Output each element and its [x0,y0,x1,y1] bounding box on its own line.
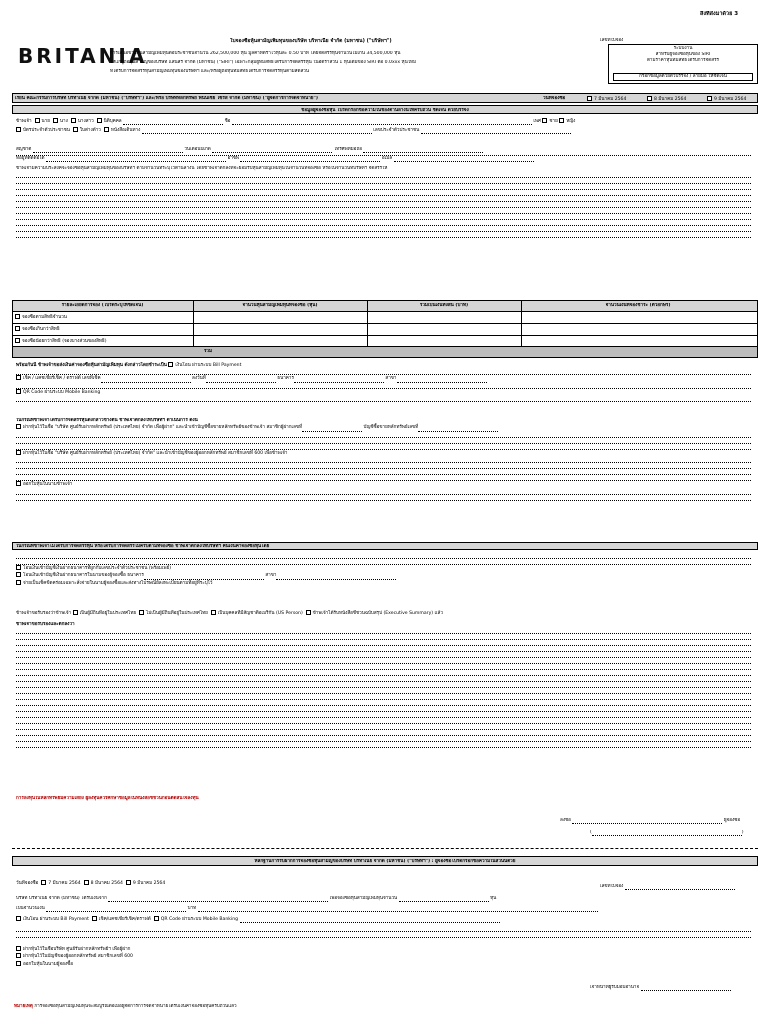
date-option-1[interactable] [587,96,626,103]
section-applicant-bar [12,105,758,114]
tax-status-resident: เป็นผู้มีถิ่นที่อยู่ในประเทศไทย [79,611,137,616]
share-row-label: จองซื้อเกินกว่าสิทธิ [22,327,60,332]
checkbox-icon[interactable] [16,953,21,958]
mobile-label: โทรศัพท์มือถือ [333,147,362,152]
delivery-title: ในกรณีที่ข้าพเจ้าได้รับการจัดสรรหุ้นดังกล่าวข้างต้น ข้าพเจ้าตกลงให้บริษัทฯ ดำเนินการ ดังนี้ [16,418,198,423]
id-type-passport: หนังสือเดินทาง [110,128,141,133]
terms-line [16,232,751,238]
britania-logo: BRITANIA [18,44,148,68]
receipt-shares-label: เพื่อจองซื้อหุ้นสามัญเพิ่มทุนจำนวน [329,896,398,901]
share-delivery-section [16,418,756,538]
checkbox-icon [587,96,592,101]
share-row-excess[interactable] [15,326,60,333]
delivery-option-broker: ฝากหุ้นไว้ในชื่อ "บริษัท ศูนย์รับฝากหลักทรัพย์ (ประเทศไทย) จำกัด เพื่อผู้ฝาก" และนำเข้าบัญชีซื้อขายหลักทรัพย์ของข้าพเจ้า [23,425,265,431]
refund-title: ในกรณีที่ข้าพเจ้าไม่ได้รับการจัดสรรหุ้น หรือได้รับการจัดสรรไม่ครบตามที่จองซื้อ ข้าพเจ้าตกลงให้บริษัทฯ คืนเงินค่าจองซื้อหุ้นโดย [16,544,270,549]
refund-section [16,553,756,607]
refund-cheque: จ่ายเป็นเช็คขีดคร่อมเฉพาะสั่งจ่ายในนามผู้จองซื้อและส่งทางไปรษณีย์ลงทะเบียนตามที่อยู่ที่ระบุไว้ [23,580,213,586]
name-label: ชื่อ [224,119,231,124]
branch-label: สาขา [385,376,397,382]
id-type-other-field[interactable] [142,128,372,134]
tax-status-nonresident: ไม่เป็นผู้มีถิ่นที่อยู่ในประเทศไทย [146,611,208,616]
checkbox-icon[interactable] [16,450,21,455]
payment-line [16,383,751,389]
address-label: ที่อยู่ที่ติดต่อได้ [16,156,45,161]
receipt-deliver-certificate: ออกใบหุ้นในนามผู้จองซื้อ [23,961,74,967]
office-use-line-3: ตามราคาหุ้นที่มีสิทธิได้รับการจัดสรร [646,58,720,63]
prefix-mr: นาย [41,119,50,124]
checkbox-icon[interactable] [84,880,89,885]
prefix-mrs: นาง [59,119,68,124]
checkbox-icon [15,314,20,319]
delivery-option-certificate: ออกใบหุ้นในนามข้าพเจ้า [23,482,73,488]
id-number-field[interactable] [421,128,571,134]
checkbox-icon[interactable] [542,118,547,123]
branch-field[interactable] [397,377,487,383]
checkbox-icon[interactable] [16,580,21,585]
receipt-amount-unit: บาท [187,906,197,911]
id-type-alien: ใบต่างด้าว [79,128,101,133]
share-row-partial[interactable] [15,338,107,345]
tax-status-row [16,610,756,617]
share-table-col-1: รายละเอียดการจอง (โปรดระบุให้ชัดเจน) [61,303,144,308]
broker-no-field[interactable] [302,426,362,432]
refund-bank-transfer: โอนเงินเข้าบัญชีเงินฝากธนาคารในนามของผู้จองซื้อ [23,573,126,579]
addressee-text: เรียน คณะกรรมการบริษัท บริทาเนีย จำกัด (มหาชน) ("บริษัทฯ") และ/หรือ บริษัทหลักทรัพย์ ฟินันเซีย ไซรัส จำกัด (มหาชน) ("ผู้จัดการการจัดจำหน่าย") [15,96,318,101]
prefix-juristic: นิติบุคคล [103,119,122,124]
offer-line-2: ให้แก่ผู้ถือหุ้นสามัญของบริษัท แสนสิริ จำกัด (มหาชน) ("SIRI") เฉพาะกลุ่มผู้ที่มีสิทธิได้รับการจัดสรรหุ้น ในอัตราส่วน 1 หุ้นเดิมของ SIRI ต่อ 0.0xxx หุ้นใหม่ [110,60,417,65]
delivery-option-issuer: ฝากหุ้นไว้ในชื่อ "บริษัท ศูนย์รับฝากหลักทรัพย์ (ประเทศไทย) จำกัด" และนำเข้าบัญชีของผู้ออกหลักทรัพย์ สมาชิกเลขที่ 600 เพื่อข้าพเจ้า [23,450,288,456]
prefix-other-field[interactable] [123,119,223,125]
checkbox-icon[interactable] [41,880,46,885]
signer-role: ผู้จองซื้อ [723,818,741,823]
delivery-line [16,495,751,501]
offer-line-3: ที่ได้รับการจัดสรรหุ้นสามัญเพิ่มทุนของบริษัทฯ และ/หรือผู้ถือหุ้นที่มีสิทธิได้รับการจัดสรรหุ้นตามสัดส่วน [110,69,309,74]
footer-note-label: หมายเหตุ [14,1004,33,1009]
applicant-terms-paragraph [16,166,756,254]
signer-name-field[interactable] [592,830,742,836]
applicant-tax-row [16,137,756,145]
share-total-label: รวม [203,349,213,354]
checkbox-icon[interactable] [559,118,564,123]
checkbox-icon[interactable] [126,880,131,885]
receipt-date-2: 8 มีนาคม 2564 [90,881,123,886]
form-title: ใบจองซื้อหุ้นสามัญเพิ่มทุนของบริษัท บริทาเนีย จำกัด (มหาชน) ("บริษัทฯ") [230,38,392,44]
addressee-bar [12,93,758,103]
refund-promptpay: โอนเงินเข้าบัญชีเงินฝากธนาคารที่ผูกกับเลขประจำตัวประชาชน (พร้อมเพย์) [23,566,172,571]
checkbox-icon[interactable] [16,481,21,486]
applicant-id-row [16,127,756,134]
prefix-label: ข้าพเจ้า [16,119,32,124]
receipt-officer-field[interactable] [641,985,731,991]
receipt-delivery-options [16,946,576,976]
occupation-field[interactable] [240,156,380,162]
broker-no-label: สมาชิกผู้ฝากเลขที่ [266,425,303,431]
receipt-date-1: 7 มีนาคม 2564 [48,881,81,886]
checkbox-icon [647,96,652,101]
receipt-pay-qr: QR Code ผ่านระบบ Mobile Banking [160,917,239,922]
receipt-payer-field[interactable] [108,896,328,902]
bank-label: ธนาคาร [277,376,294,382]
refund-bar [12,542,758,550]
receipt-pay-detail-field[interactable] [240,917,500,923]
section-applicant-title: ข้อมูลผู้จองซื้อหุ้น โปรดกรอกข้อความในช่องด้านล่างนี้ให้ครบถ้วน ชัดเจน ด้วยบรรจง [301,107,469,113]
receipt-date-3: 9 มีนาคม 2564 [132,881,166,886]
receipt-company-row [16,896,756,902]
executive-summary-check: ข้าพเจ้าได้รับหนังสือชี้ชวนฉบับสรุป (Executive Summary) แล้ว [312,611,443,616]
receipt-lines [16,926,756,942]
checkbox-icon[interactable] [16,375,21,380]
share-table-col-2: จำนวนหุ้นสามัญเพิ่มทุนที่จองซื้อ (หุ้น) [242,303,318,308]
receipt-amount-label: เป็นจำนวนเงิน [16,906,45,911]
tax-status-label: ข้าพเจ้าขอรับรองว่าข้าพเจ้า [16,611,72,616]
address-field[interactable] [46,156,226,162]
payment-section [16,362,756,412]
checkbox-icon[interactable] [16,961,21,966]
occupation-label: อาชีพ [227,156,239,161]
receipt-deliver-broker: ฝากหุ้นไว้ในชื่อบริษัท ศูนย์รับฝากหลักทรัพย์ฯ เพื่อผู้ฝาก [23,947,131,952]
email-field[interactable] [394,156,534,162]
receipt-shares-unit: หุ้น [490,896,497,901]
birth-date-field[interactable] [212,147,332,153]
receipt-dates-label: วันที่จองซื้อ [16,881,39,886]
checkbox-icon[interactable] [211,610,216,615]
subscription-date-label: วันที่จองซื้อ [543,96,566,101]
risk-warning: การลงทุนในหลักทรัพย์มีความเสี่ยง ผู้ลงทุนควรศึกษาข้อมูลในหนังสือชี้ชวนก่อนตัดสินใจลงทุน [16,796,199,801]
date-option-3[interactable] [707,96,746,103]
refund-bank-label: ธนาคาร [127,573,144,579]
receipt-deliver-issuer: ฝากหุ้นไว้ในบัญชีของผู้ออกหลักทรัพย์ สมาชิกเลขที่ 600 [23,954,133,960]
checkbox-icon [15,326,20,331]
mobile-field[interactable] [363,147,483,153]
payment-title: พร้อมกันนี้ ข้าพเจ้าขอส่งเงินค่าจองซื้อหุ้นสามัญเพิ่มทุน ดังกล่าวโดยชำระเป็น [16,363,167,368]
receipt-shares-field[interactable] [399,896,489,902]
declaration-line [16,742,751,748]
gender-male: ชาย [549,119,558,124]
cheque-number-label: เลขที่เช็ค [82,376,101,382]
signature-field[interactable] [572,818,722,824]
checkbox-icon[interactable] [16,565,21,570]
gender-label: เพศ [533,119,541,124]
checkbox-icon[interactable] [73,610,78,615]
checkbox-icon[interactable] [16,572,21,577]
cheque-number-field[interactable] [101,377,191,383]
refund-bank-field[interactable] [144,574,264,580]
form-number-label: เลขที่ใบจอง [600,38,624,43]
office-use-title: ระบบงาน [673,46,693,51]
checkbox-icon[interactable] [35,118,40,123]
checkbox-icon[interactable] [16,389,21,394]
payment-line [16,396,751,402]
checkbox-icon[interactable] [16,424,21,429]
receipt-form-number [600,884,735,890]
gender-female: หญิง [566,119,576,124]
payment-cheque: เช็ค / แคชเชียร์เช็ค / ดราฟต์ [23,376,81,382]
email-label: อีเมล [381,156,393,161]
checkbox-icon[interactable] [154,916,159,921]
payment-line [16,369,751,375]
nationality-field[interactable] [33,147,183,153]
bank-field[interactable] [294,377,384,383]
footer-note-text: การจองซื้อหุ้นสามัญเพิ่มทุนจะสมบูรณ์ต่อเมื่อผู้จัดการการจัดจำหน่ายได้รับเงินค่าจองซื้อหุ้นครบถ้วนแล้ว [34,1004,237,1009]
declaration-title: ข้าพเจ้าขอรับรองและตกลงว่า [16,622,75,627]
birth-date-label: วันเดือนปีเกิด [184,147,211,152]
share-row-label: จองซื้อน้อยกว่าสิทธิ (จองบางส่วนของสิทธิ) [22,339,107,344]
date-option-label: 9 มีนาคม 2564 [714,97,747,102]
cheque-date-label: ลงวันที่ [192,376,206,382]
checkbox-icon[interactable] [104,127,109,132]
receipt-amount-field[interactable] [46,906,186,912]
tax-status-us-person: เป็นบุคคลที่มีสัญชาติอเมริกัน (US Person) [217,611,303,616]
payment-qr: QR Code ผ่านระบบ Mobile Banking [23,389,101,395]
prefix-miss: นางสาว [77,119,94,124]
applicant-name-row [16,118,756,125]
receipt-officer-block [590,985,731,991]
id-type-citizen: บัตรประจำตัวประชาชน [23,128,70,133]
checkbox-icon[interactable] [16,127,21,132]
receipt-bar [12,856,758,866]
attachment-number: สิ่งที่ส่งมาด้วย 3 [700,11,739,17]
checkbox-icon[interactable] [16,946,21,951]
applicant-address-row [16,156,756,162]
nationality-label: สัญชาติ [16,147,32,152]
receipt-form-no-field[interactable] [625,884,735,890]
receipt-pay-bill: เงินโอน ผ่านระบบ Bill Payment [23,917,89,922]
office-use-box [608,44,758,84]
date-option-label: 7 มีนาคม 2564 [594,97,627,102]
footer-note [14,1004,758,1010]
applicant-birth-row [16,147,756,153]
declaration-section [16,622,756,784]
id-number-label: เลขประจำตัวประชาชน [373,128,420,133]
trading-account-label: บัญชีซื้อขายหลักทรัพย์เลขที่ [363,425,419,431]
checkbox-icon [15,338,20,343]
checkbox-icon[interactable] [73,127,78,132]
receipt-officer-label: เจ้าหน้าที่ผู้รับมอบอำนาจ [590,985,640,990]
date-option-label: 8 มีนาคม 2564 [654,97,687,102]
signature-label: ลงชื่อ [560,818,571,823]
terms-text: ข้าพเจ้ามีความประสงค์จะจองซื้อหุ้นสามัญเพิ่มทุนของบริษัทฯ ตามจำนวนที่ระบุไว้ด้านล่างนี้ โดยข้าพเจ้าตกลงที่จะยอมรับหุ้นสามัญเพิ่มทุนในจำนวนที่จองซื้อ หรือในจำนวนที่บริษัทฯ จัดสรรให้ [16,166,388,171]
share-table [12,300,758,358]
checkbox-icon[interactable] [92,916,97,921]
signature-block [560,818,740,824]
receipt-line [16,932,751,938]
receipt-pay-cheque: เช็ค/แคชเชียร์เช็ค/ดราฟต์ [98,917,151,922]
delivery-line [16,444,751,450]
date-option-2[interactable] [647,96,686,103]
refund-branch-field[interactable] [276,574,396,580]
share-table-col-3: รวมเป็นเงินทั้งสิ้น (บาท) [419,303,469,308]
checkbox-icon[interactable] [16,916,21,921]
delivery-line [16,475,751,481]
refund-branch-label: สาขา [265,573,277,579]
checkbox-icon[interactable] [139,610,144,615]
name-field[interactable] [232,119,532,125]
payment-bill: เงินโอน ผ่านระบบ Bill Payment [175,363,242,368]
receipt-pay-row [16,916,756,923]
share-row-label: จองซื้อตามสิทธิจำนวน [22,315,67,320]
checkbox-icon [707,96,712,101]
checkbox-icon[interactable] [71,118,76,123]
office-use-line-2: สำหรับผู้จองซื้อหุ้นของ SIRI [655,52,711,57]
offer-line-1: การเสนอขายหุ้นสามัญเพิ่มทุนต่อประชาชนจำนวน 262,500,000 หุ้น มูลค่าที่ตราไว้หุ้นละ 0.50 บาท โดยจัดสรรหุ้นจำนวนไม่เกิน 34,500,000 หุ้น [110,51,401,56]
share-table-header [13,301,757,312]
share-table-total [13,346,757,357]
receipt-amount-row [16,906,756,912]
checkbox-icon[interactable] [306,610,311,615]
receipt-company-text: บริษัท บริทาเนีย จำกัด (มหาชน) ได้รับเงินจาก [16,896,107,901]
checkbox-icon[interactable] [97,118,102,123]
handwriting-note: กรอกข้อมูลด้วยตัวบรรจง / ลายมือ ให้ชัดเจน [613,73,753,81]
share-row-entitled[interactable] [15,314,67,321]
receipt-title: หลักฐานการรับฝากการจองซื้อหุ้นสามัญของบริษัท บริทาเนีย จำกัด (มหาชน) ("บริษัทฯ") : ผู้จองซื้อโปรดกรอกข้อความในส่วนนี้ด้วย [254,859,516,864]
share-table-col-4: จำนวนเงินที่จองชำระ (ตัวอักษร) [605,303,671,308]
receipt-amount-words-field[interactable] [198,906,598,912]
checkbox-icon[interactable] [53,118,58,123]
refund-line [16,559,751,565]
checkbox-icon[interactable] [168,362,173,367]
signer-name-block: ( ) [590,830,744,835]
receipt-form-no-label: เลขที่ใบจอง [600,884,624,889]
trading-account-field[interactable] [418,426,498,432]
cheque-date-field[interactable] [206,377,276,383]
